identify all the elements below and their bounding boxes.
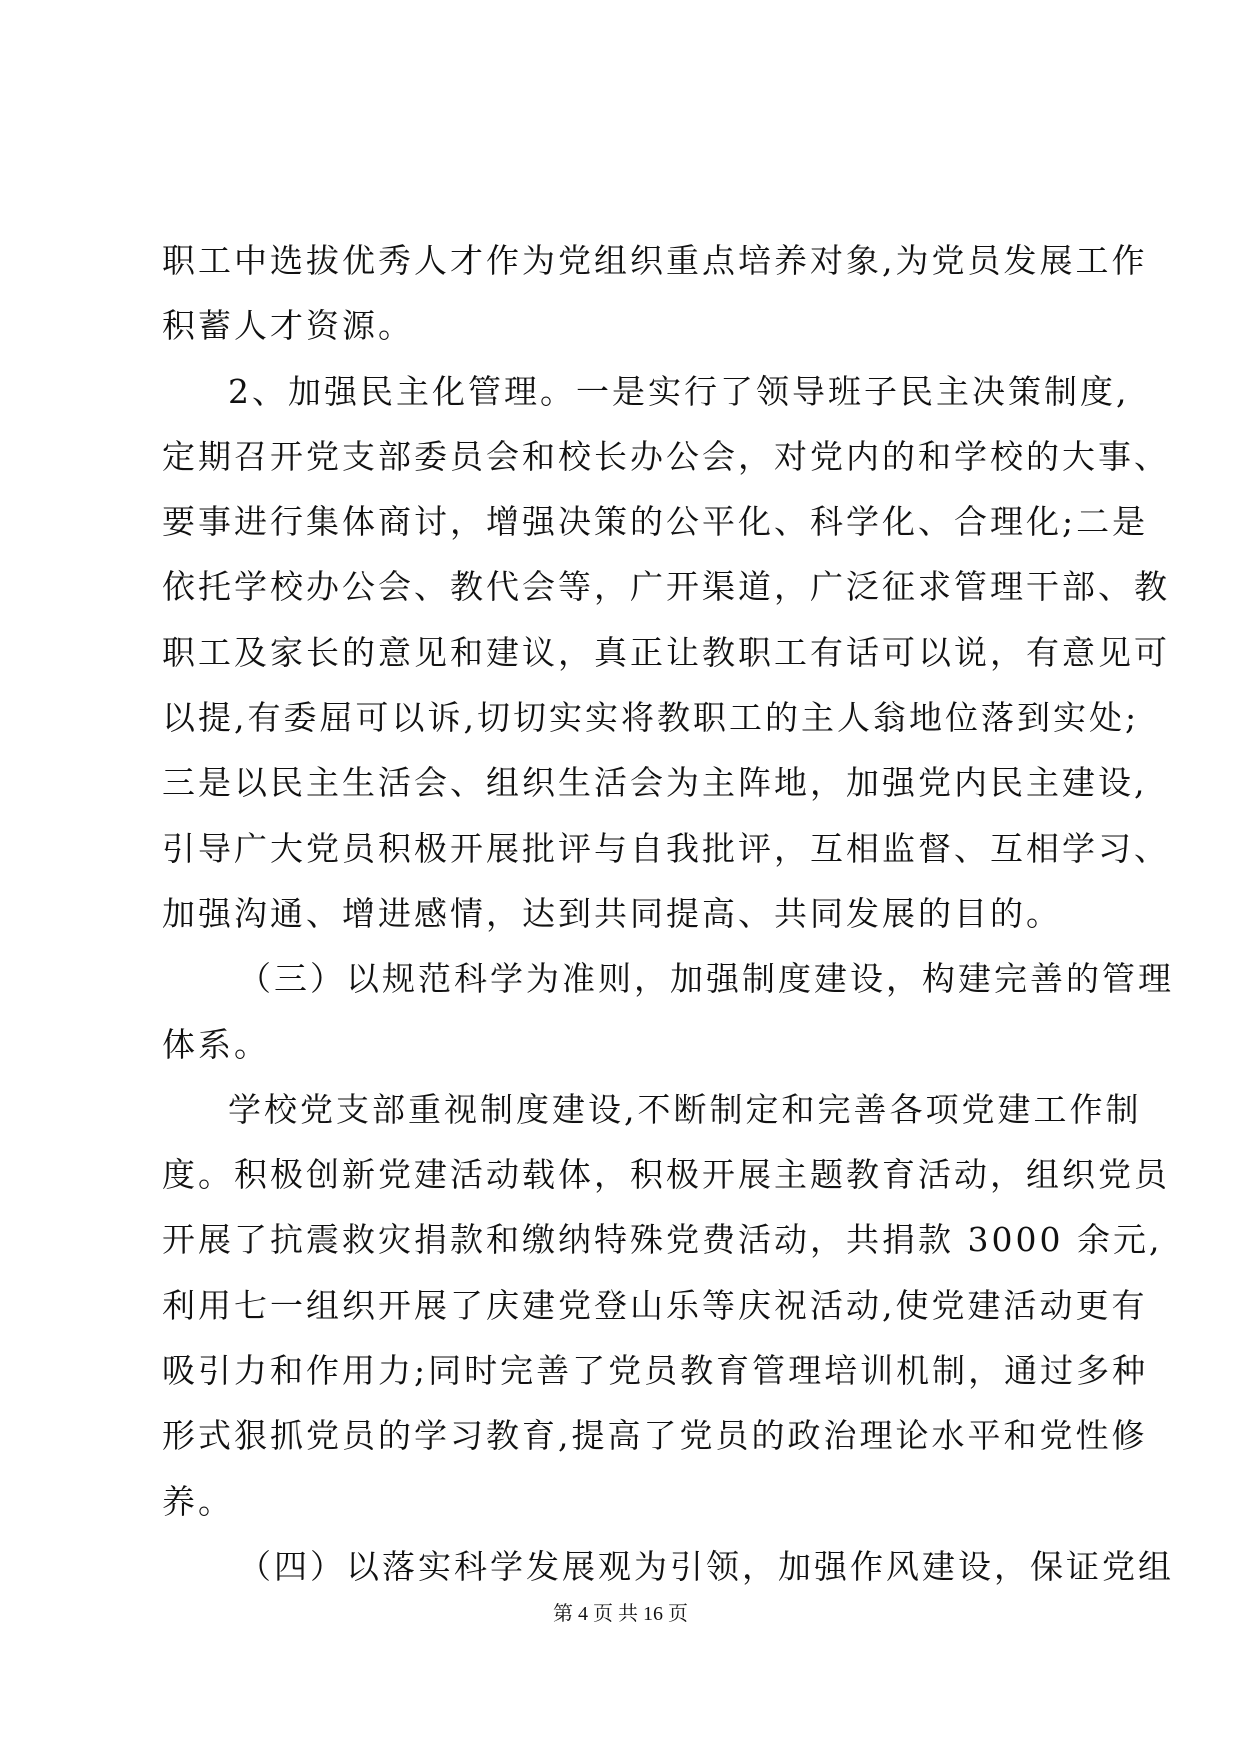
text-line: 要事进行集体商讨，增强决策的公平化、科学化、合理化;二是 (162, 502, 1149, 542)
text-line: 以提,有委屈可以诉,切切实实将教职工的主人翁地位落到实处; (162, 698, 1140, 738)
paragraph-start-line: 学校党支部重视制度建设,不断制定和完善各项党建工作制 (228, 1089, 1142, 1129)
text-line: 吸引力和作用力;同时完善了党员教育管理培训机制，通过多种 (162, 1351, 1149, 1391)
section-heading-line: （三）以规范科学为准则，加强制度建设，构建完善的管理 (238, 959, 1174, 999)
text-line: 引导广大党员积极开展批评与自我批评，互相监督、互相学习、 (162, 828, 1170, 868)
text-line: 利用七一组织开展了庆建党登山乐等庆祝活动,使党建活动更有 (162, 1285, 1148, 1325)
text-line: 依托学校办公会、教代会等，广开渠道，广泛征求管理干部、教 (162, 567, 1170, 607)
text-line: 体系。 (162, 1024, 270, 1064)
text-line: 养。 (162, 1481, 234, 1521)
paragraph-start-line: 2、加强民主化管理。一是实行了领导班子民主决策制度, (228, 371, 1130, 411)
text-line: 形式狠抓党员的学习教育,提高了党员的政治理论水平和党性修 (162, 1416, 1148, 1456)
document-body (162, 228, 1174, 1599)
text-line: 开展了抗震救灾捐款和缴纳特殊党费活动，共捐款 3000 余元, (162, 1220, 1163, 1260)
text-line: 定期召开党支部委员会和校长办公会，对党内的和学校的大事、 (162, 436, 1170, 476)
text-line: 加强沟通、增进感情，达到共同提高、共同发展的目的。 (162, 893, 1062, 933)
section-heading-line: （四）以落实科学发展观为引领，加强作风建设，保证党组 (238, 1546, 1174, 1586)
page-number-footer: 第 4 页 共 16 页 (553, 1603, 688, 1625)
text-line: 三是以民主生活会、组织生活会为主阵地，加强党内民主建设, (162, 763, 1148, 803)
text-line: 职工及家长的意见和建议，真正让教职工有话可以说，有意见可 (162, 632, 1170, 672)
text-line: 职工中选拔优秀人才作为党组织重点培养对象,为党员发展工作 (162, 241, 1148, 280)
text-line: 度。积极创新党建活动载体，积极开展主题教育活动，组织党员 (162, 1155, 1170, 1195)
text-line: 积蓄人才资源。 (162, 306, 414, 346)
